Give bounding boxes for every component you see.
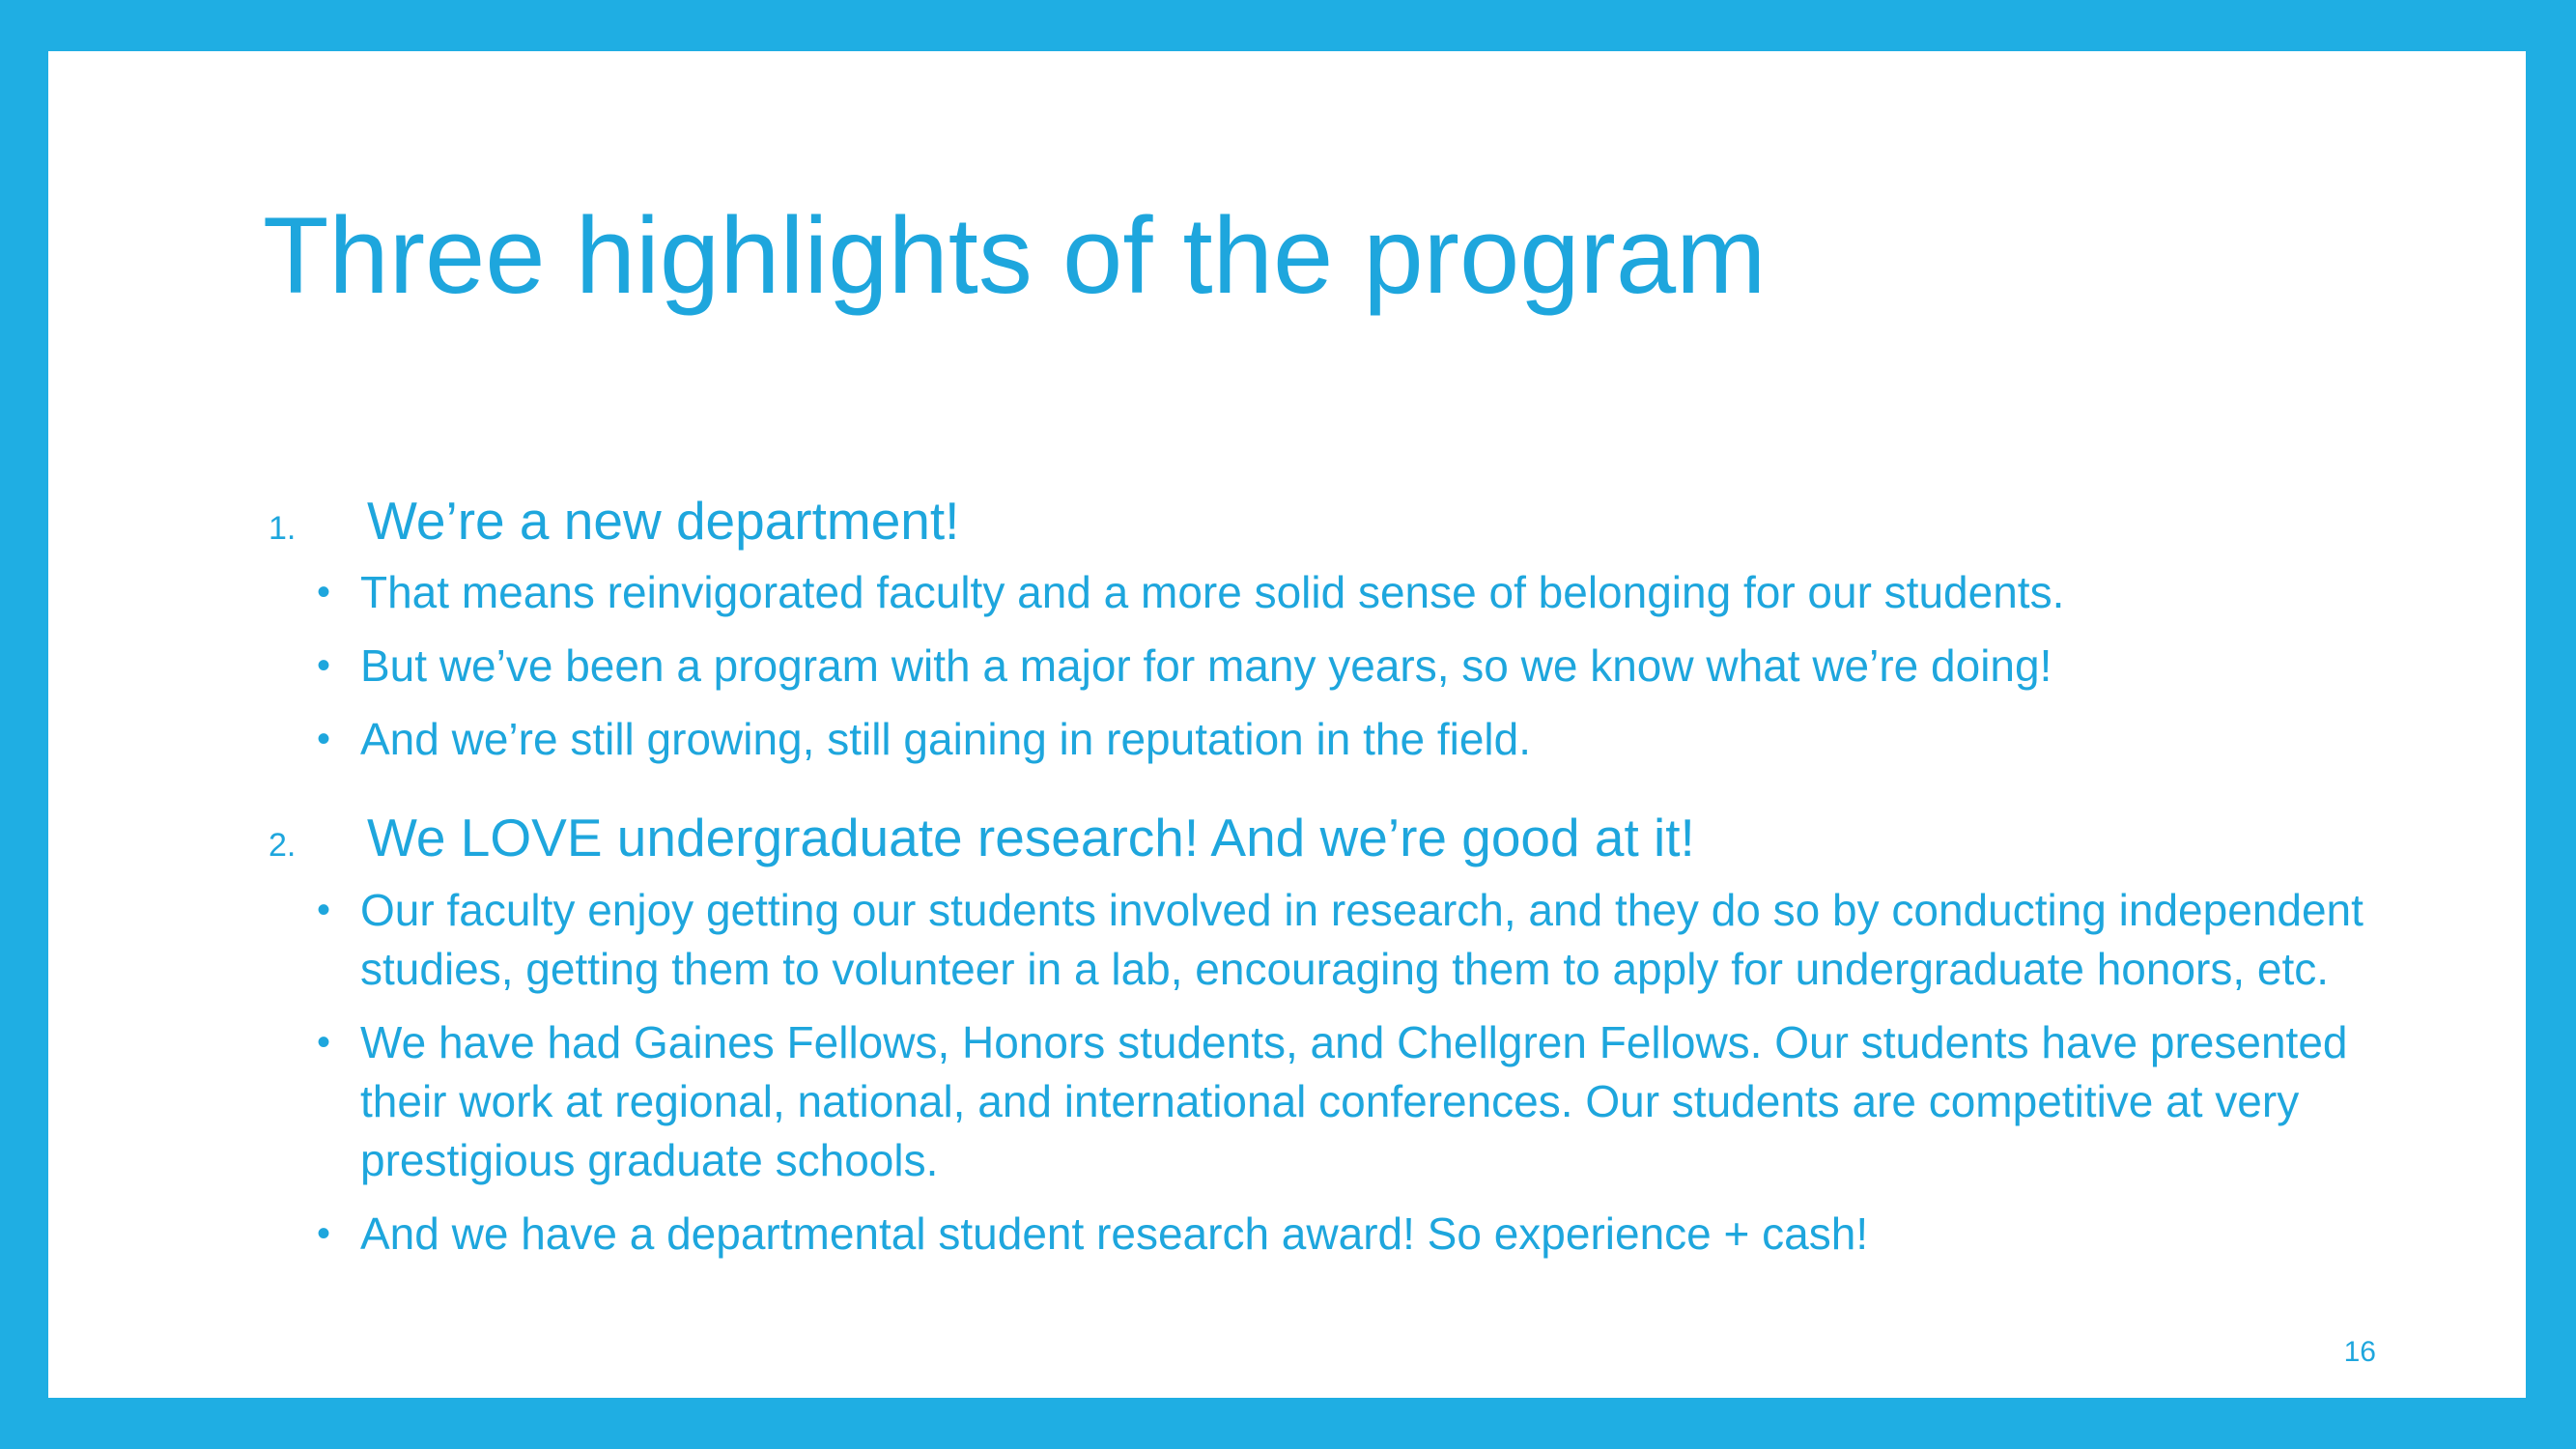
section-heading-text: We’re a new department!: [367, 491, 960, 551]
bullet-icon: •: [317, 888, 331, 931]
slide: [48, 51, 2526, 1398]
bullet-text: And we have a departmental student research award! So experience + cash!: [360, 1208, 1869, 1259]
slide-title: Three highlights of the program: [263, 195, 1767, 316]
bullet-icon: •: [317, 644, 331, 688]
bullet-icon: •: [317, 1020, 331, 1064]
bullet-item: [269, 637, 2393, 696]
section-heading: [269, 491, 2393, 552]
section-heading: [269, 808, 2393, 868]
bullet-text: But we’ve been a program with a major for many years, so we know what we’re doing!: [360, 640, 2052, 692]
section-2: [269, 808, 2393, 1263]
page-number: 16: [2343, 1336, 2376, 1368]
bullet-item: [269, 1205, 2393, 1264]
bullet-item: [269, 710, 2393, 769]
bullet-icon: •: [317, 1211, 331, 1255]
bullet-icon: •: [317, 718, 331, 761]
bullet-item: [269, 1013, 2393, 1190]
bullet-icon: •: [317, 571, 331, 614]
bullet-list: [269, 563, 2393, 769]
section-number: 1.: [269, 510, 297, 547]
section-heading-text: We LOVE undergraduate research! And we’re good at it!: [367, 808, 1695, 868]
bullet-text: And we’re still growing, still gaining in reputation in the field.: [360, 714, 1531, 765]
section-1: [269, 491, 2393, 769]
bullet-text: Our faculty enjoy getting our students involved in research, and they do so by conducting independent studies, getting them to volunteer in a lab, encouraging them to apply for undergraduate honors, etc.: [360, 884, 2364, 994]
bullet-item: [269, 563, 2393, 622]
bullet-item: [269, 881, 2393, 999]
bullet-text: That means reinvigorated faculty and a more solid sense of belonging for our students.: [360, 567, 2065, 618]
slide-content: [269, 491, 2393, 1302]
section-number: 2.: [269, 827, 297, 865]
bullet-text: We have had Gaines Fellows, Honors students, and Chellgren Fellows. Our students have presented their work at regional, national, and international conferences. Our students are competitive at very prestigious graduate schools.: [360, 1016, 2348, 1185]
bullet-list: [269, 881, 2393, 1264]
